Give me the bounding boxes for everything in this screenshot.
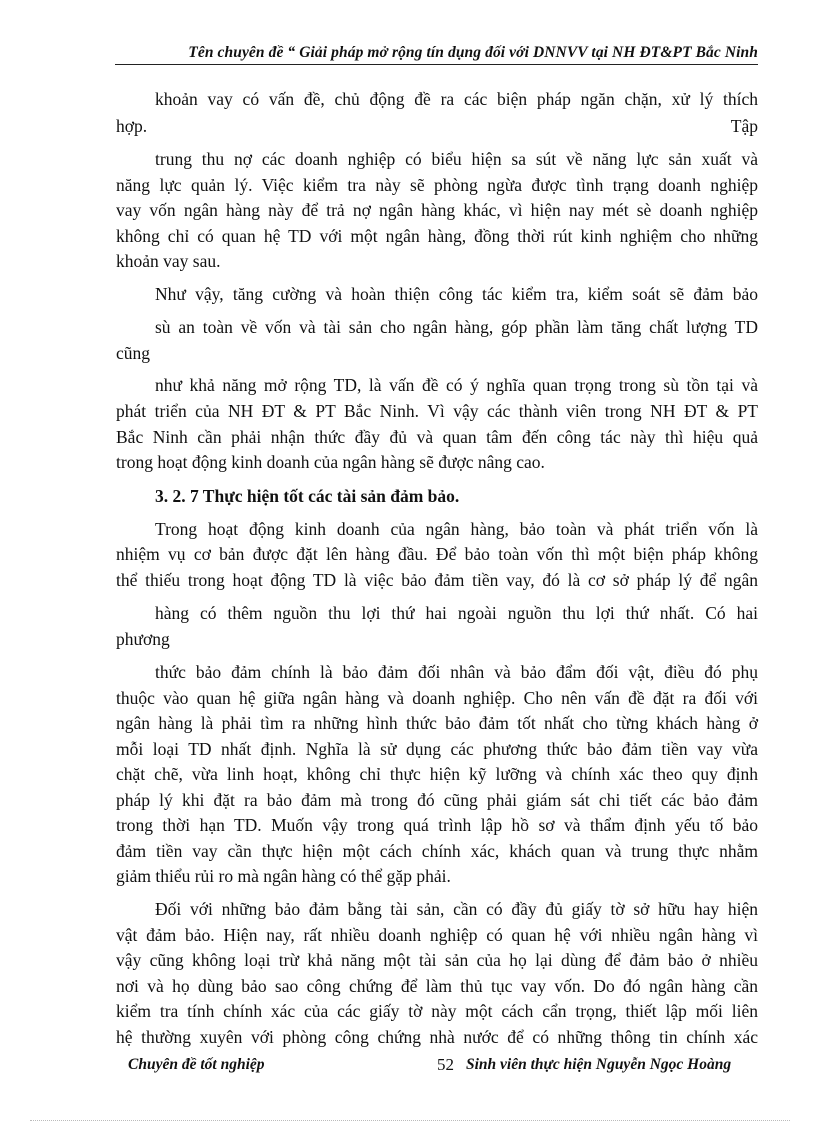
text-line: Trong hoạt động kinh doanh của ngân hàng, bảo toàn và phát triển vốn là bbox=[155, 519, 758, 539]
text-line: chặt chẽ, vừa linh hoạt, không chỉ thực hiện kỹ lưỡng và chính xác theo quy định bbox=[116, 764, 758, 784]
text-line: trong hoạt động kinh doanh của ngân hàng sẽ được nâng cao. bbox=[116, 452, 545, 472]
text-line: nhiệm vụ cơ bản được đặt lên hàng đầu. Để bảo toàn vốn thì một biện pháp không bbox=[116, 544, 758, 564]
text-line: như khả năng mở rộng TD, là vấn đề có ý nghĩa quan trọng trong sù tồn tại và bbox=[155, 375, 758, 395]
text-line: trong thời hạn TD. Muốn vậy trong quá trình lập hồ sơ và thẩm định yếu tố bảo bbox=[116, 815, 758, 835]
page-bottom-divider bbox=[30, 1120, 790, 1121]
text-line: phương bbox=[116, 629, 170, 649]
text-line: Tập bbox=[730, 116, 758, 136]
text-line: trung thu nợ các doanh nghiệp có biểu hiện sa sút về năng lực sản xuất và bbox=[155, 149, 758, 169]
page-number: 52 bbox=[437, 1055, 454, 1074]
text-line: năng lực quản lý. Việc kiểm tra này sẽ phòng ngừa được tình trạng doanh nghiệp bbox=[116, 175, 758, 195]
text-line: hợp. bbox=[116, 116, 148, 136]
text-line: Như vậy, tăng cường và hoàn thiện công tác kiểm tra, kiểm soát sẽ đảm bảo bbox=[155, 284, 758, 304]
text-line: không chỉ có quan hệ TD với một ngân hàng, đồng thời rút kinh nghiệm cho những bbox=[116, 226, 758, 246]
text-line: thuộc vào quan hệ giữa ngân hàng và doanh nghiệp. Cho nên vấn đề đặt ra đối với bbox=[116, 688, 758, 708]
text-line: mỗi loại TD nhất định. Nghĩa là sử dụng các phương thức bảo đảm tiền vay vừa bbox=[116, 739, 758, 759]
text-line: Đối với những bảo đảm bằng tài sản, cần có đầy đủ giấy tờ sở hữu hay hiện bbox=[155, 899, 758, 919]
text-line: vậy cũng không loại trừ khả năng một tài sản của họ lại dùng để đảm bảo ở nhiều bbox=[116, 950, 758, 970]
text-line: sù an toàn về vốn và tài sản cho ngân hàng, góp phần làm tăng chất lượng TD bbox=[155, 317, 758, 337]
text-line: thức bảo đảm chính là bảo đảm đối nhân và bảo đẩm đối vật, điều đó phụ bbox=[155, 662, 758, 682]
section-heading: 3. 2. 7 Thực hiện tốt các tài sản đảm bảo. bbox=[155, 486, 460, 506]
text-line: hàng có thêm nguồn thu lợi thứ hai ngoài nguồn thu lợi thứ nhất. Có hai bbox=[155, 603, 758, 623]
text-line: hệ thường xuyên với phòng công chứng nhà nước để có những thông tin chính xác bbox=[116, 1027, 758, 1047]
text-line: cũng bbox=[116, 343, 151, 363]
footer-right: Sinh viên thực hiện Nguyễn Ngọc Hoàng bbox=[466, 1056, 732, 1073]
text-line: khoản vay sau. bbox=[116, 251, 221, 271]
text-line: ngân hàng là phải tìm ra những hình thức bảo đảm tốt nhất cho từng khách hàng ở bbox=[116, 713, 758, 733]
text-line: khoản vay có vấn đề, chủ động đề ra các biện pháp ngăn chặn, xử lý thích bbox=[155, 89, 758, 109]
header-rule bbox=[115, 64, 758, 65]
text-line: đảm tiền vay cần thực hiện một cách chính xác, khách quan và trung thực nhằm bbox=[116, 841, 758, 861]
text-line: vật đảm bảo. Hiện nay, rất nhiều doanh nghiệp có quan hệ với nhiều ngân hàng vì bbox=[116, 925, 758, 945]
text-line: Bắc Ninh cần phải nhận thức đầy đủ và quan tâm đến công tác này thì hiệu quả bbox=[116, 427, 758, 447]
text-line: giảm thiểu rủi ro mà ngân hàng có thể gặp phải. bbox=[116, 866, 451, 886]
text-line: phát triển của NH ĐT & PT Bắc Ninh. Vì vậy các thành viên trong NH ĐT & PT bbox=[116, 401, 758, 421]
text-line: thể thiếu trong hoạt động TD là việc bảo đảm tiền vay, đó là cơ sở pháp lý để ngân bbox=[116, 570, 758, 590]
text-line: nơi và họ dùng bảo sao công chứng để làm thủ tục vay vốn. Do đó ngân hàng cần bbox=[116, 976, 758, 996]
text-line: kiểm tra tính chính xác của các giấy tờ này một cách cẩn trọng, thiết lập mối liên bbox=[116, 1001, 758, 1021]
text-line: vay vốn ngân hàng này để trả nợ ngân hàng khác, vì hiện nay mét sè doanh nghiệp bbox=[116, 200, 758, 220]
text-line: pháp lý khi đặt ra bảo đảm mà trong đó cũng phải giám sát chi tiết các bảo đảm bbox=[116, 790, 758, 810]
page-header-title: Tên chuyên đề “ Giải pháp mở rộng tín dụng đối với DNNVV tại NH ĐT&PT Bắc Ninh bbox=[188, 44, 758, 61]
footer-left: Chuyên đề tốt nghiệp bbox=[128, 1056, 265, 1073]
